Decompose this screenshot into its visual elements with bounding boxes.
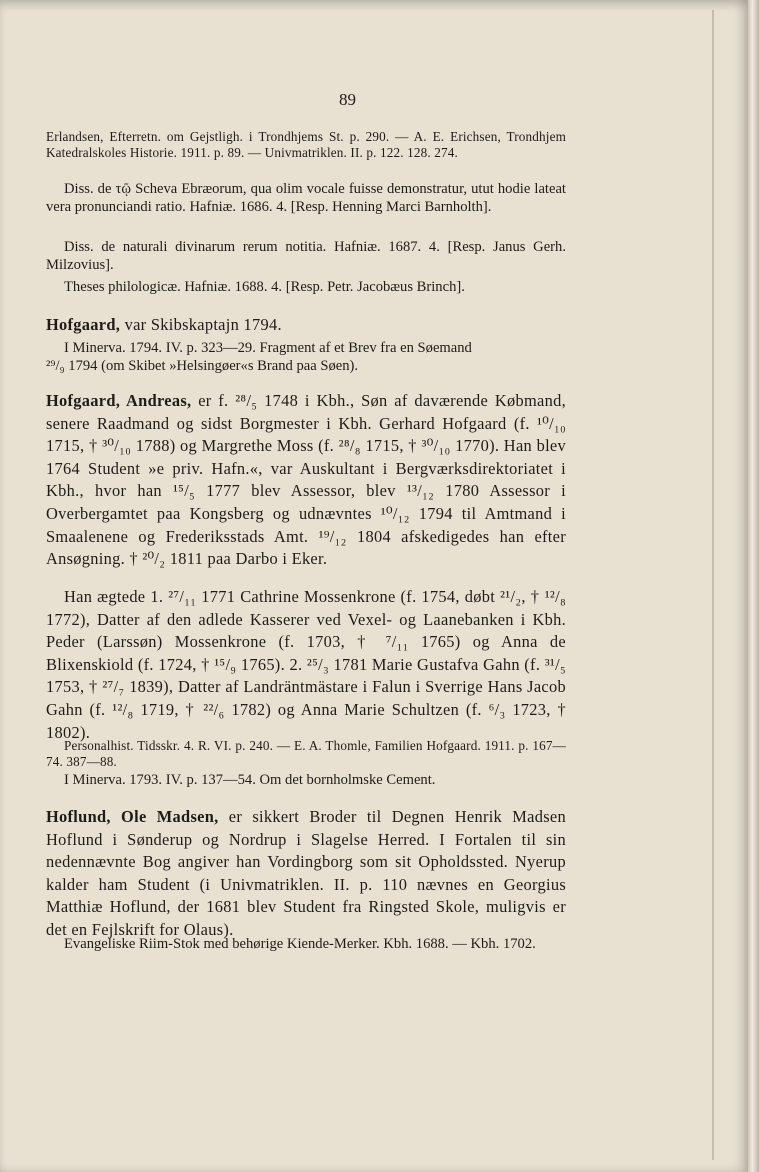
page-edge	[748, 0, 759, 1172]
entry-theses: Theses philologicæ. Hafniæ. 1688. 4. [Resp. Petr. Jacobæus Brinch].	[64, 279, 465, 295]
ref-minerva-1793: I Minerva. 1793. IV. p. 137—54. Om det bornholmske Cement.	[64, 772, 436, 788]
date-fraction: ²⁹/₉	[46, 357, 65, 374]
ref-minerva-1794: I Minerva. 1794. IV. p. 323—29. Fragment af et Brev fra en Søemand ²⁹/₉ 1794 (om Skibet »Helsingøer«s Brand paa Søen).	[46, 340, 472, 374]
entry-diss-naturali: Diss. de naturali divinarum rerum notitia. Hafniæ. 1687. 4. [Resp. Janus Gerh. Milzovius].	[46, 239, 566, 273]
entry-heading: Hofgaard, Andreas,	[46, 391, 192, 410]
entry-hofgaard-skibskaptajn	[46, 314, 566, 337]
ref-evangeliske: Evangeliske Riim-Stok med behørige Kiende-Merker. Kbh. 1688. — Kbh. 1702.	[64, 936, 536, 952]
page-fold-line	[712, 10, 714, 1160]
entry-heading: Hoflund, Ole Madsen,	[46, 807, 219, 826]
page-number: 89	[339, 90, 356, 109]
entry-diss-scheva: Diss. de τῷ Scheva Ebræorum, qua olim vocale fuisse demonstratur, utut hodie lateat vera pronunciandi ratio. Hafniæ. 1686. 4. [Resp. Henning Marci Barnholth].	[46, 181, 566, 215]
entry-heading: Hofgaard,	[46, 315, 121, 334]
entry-hofgaard-marriage: Han ægtede 1. ²⁷/₁₁ 1771 Cathrine Mossenkrone (f. 1754, døbt ²¹/₂, † ¹²/₈ 1772), Datter af den adlede Kasserer ved Vexel- og Laanebanken i Kbh. Peder (Larssøn) Mossenkrone (f. 1703, † ⁷/₁₁ 1765) og Anna de Blixenskiold (f. 1724, † ¹⁵/₉ 1765). 2. ²⁵/₃ 1781 Marie Gustafva Gahn (f. ³¹/₅ 1753, † ²⁷/₇ 1839), Datter af Landräntmästare i Falun i Sverrige Hans Jacob Gahn (f. ¹²/₈ 1719, † ²²/₆ 1782) og Anna Marie Schultzen (f. ⁶/₃ 1723, † 1802).	[46, 587, 567, 742]
ref-erlandsen: Erlandsen, Efterretn. om Gejstligh. i Trondhjems St. p. 290. — A. E. Erichsen, Trondhjem Katedralskoles Historie. 1911. p. 89. — Univmatriklen. II. p. 122. 128. 274.	[46, 129, 566, 160]
entry-hofgaard-andreas: Hofgaard, Andreas, er f. ²⁸/₅ 1748 i Kbh., Søn af daværende Købmand, senere Raadmand og sidst Borgmester i Kbh. Gerhard Hofgaard (f. ¹⁰/₁₀ 1715, † ³⁰/₁₀ 1788) og Margrethe Moss (f. ²⁸/₈ 1715, † ³⁰/₁₀ 1770). Han blev 1764 Student »e priv. Hafn.«, var Auskultant i Bergværksdirektoriatet i Kbh., hvor han ¹⁵/₅ 1777 blev Assessor, blev ¹³/₁₂ 1780 Assessor i Overbergamtet paa Kongsberg og udnævntes ¹⁰/₁₂ 1794 til Amtmand i Smaalenene og Frederiksstads Amt. ¹⁹/₁₂ 1804 afskedigedes han efter Ansøgning. † ²⁰/₂ 1811 paa Darbo i Eker.	[46, 391, 567, 569]
ref-personalhist: Personalhist. Tidsskr. 4. R. VI. p. 240. — E. A. Thomle, Familien Hofgaard. 1911. p. 167—74. 387—88.	[46, 738, 566, 769]
entry-hoflund: Hoflund, Ole Madsen, er sikkert Broder til Degnen Henrik Madsen Hoflund i Sønderup og Nordrup i Slagelse Herred. I Fortalen til sin nedennævnte Bog angiver han Vordingborg som sit Opholdssted. Nyerup kalder ham Student (i Univmatriklen. II. p. 110 nævnes en Georgius Matthiæ Hoflund, der 1681 blev Student fra Ringsted Skole, muligvis er det en Fejlskrift for Olaus).	[46, 807, 566, 939]
entry-description: var Skibskaptajn 1794.	[124, 315, 282, 334]
